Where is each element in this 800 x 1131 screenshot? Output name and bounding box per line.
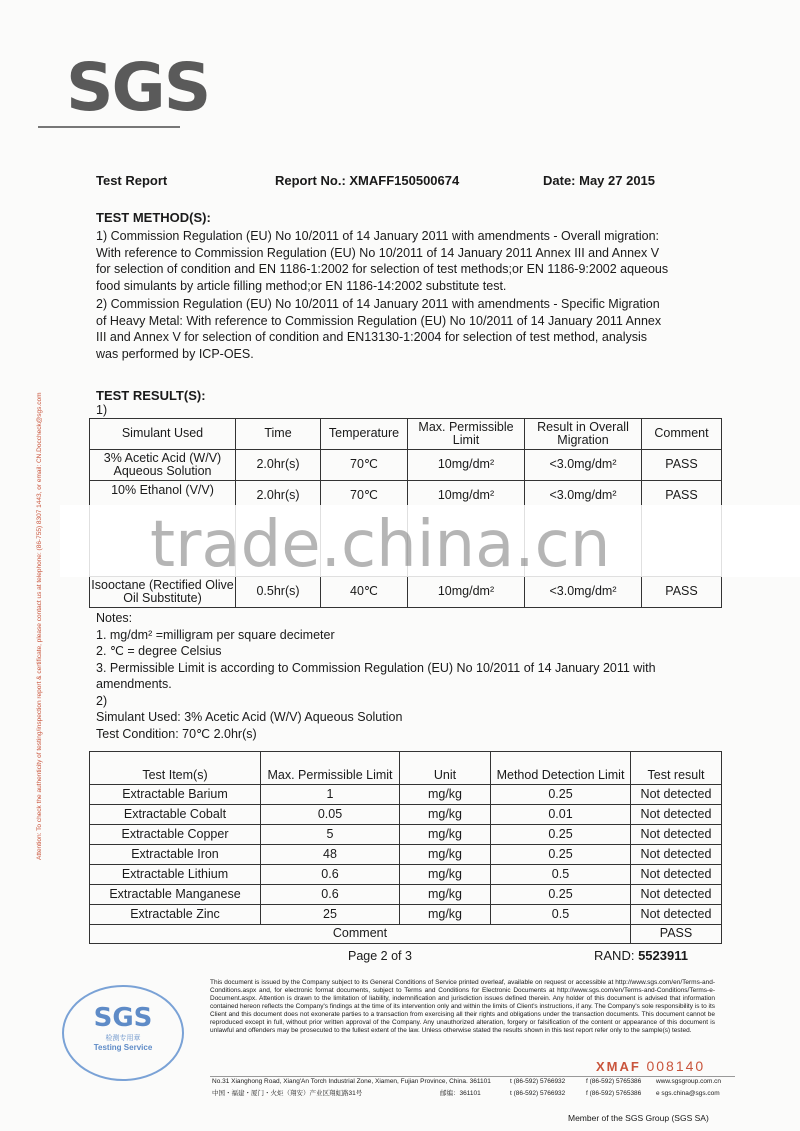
member-note: Member of the SGS Group (SGS SA): [568, 1113, 709, 1123]
cell: 5: [261, 825, 400, 845]
cell: 0.5: [491, 905, 631, 925]
test-condition: Test Condition: 70℃ 2.0hr(s): [96, 726, 257, 741]
method-line: 2) Commission Regulation (EU) No 10/2011 of 14 January 2011 with amendments - Specific Migration: [96, 297, 660, 311]
method-line: food simulants by article filling method;or EN 1186-14:2002 substitute test.: [96, 278, 507, 293]
serial-number: 008140: [646, 1058, 706, 1074]
cell: <3.0mg/dm²: [525, 481, 642, 577]
page-number: Page 2 of 3: [348, 949, 412, 963]
table-row: [90, 885, 722, 905]
heavy-metal-table: [89, 751, 722, 944]
methods-title: TEST METHOD(S):: [96, 210, 211, 225]
note-line: 3. Permissible Limit is according to Commission Regulation (EU) No 10/2011 of 14 January 2011 with: [96, 660, 656, 675]
col-header: Result in Overall Migration: [525, 419, 642, 450]
cell: 10mg/dm²: [408, 577, 525, 608]
website: www.sgsgroup.com.cn: [656, 1078, 722, 1085]
tel-1: t (86-592) 5766932: [510, 1078, 566, 1085]
cell: 40℃: [321, 577, 408, 608]
serial: [596, 1058, 705, 1074]
note-line: 1. mg/dm² =milligram per square decimeter: [96, 627, 335, 642]
cell: 3% Acetic Acid (W/V) Aqueous Solution: [90, 450, 236, 481]
col-header: Unit: [400, 752, 491, 785]
comment-label: Comment: [90, 925, 631, 944]
cell: Extractable Copper: [90, 825, 261, 845]
address-cn: 中国・福建・厦门・火炬（翔安）产业区翔虹路31号: [212, 1090, 363, 1097]
authenticity-note: Attention: To check the authenticity of testing/inspection report & certificate, please contact us at telephone: (86-755) 8307 1443, or email: CN.Doccheck@sgs.com: [36, 392, 43, 860]
results-title: TEST RESULT(S):: [96, 388, 206, 403]
methods-text: [96, 228, 736, 362]
cell: 70℃: [321, 481, 408, 577]
fax-1: f (86-592) 5765386: [586, 1078, 642, 1085]
seal-cn: 检测专用章: [105, 1035, 141, 1042]
sgs-logo: SGS: [66, 49, 210, 126]
method-line: 1) Commission Regulation (EU) No 10/2011 of 14 January 2011 with amendments - Overall migration:: [96, 229, 659, 243]
comment-row: [90, 925, 722, 944]
comment-value: PASS: [631, 925, 722, 944]
cell: 2.0hr(s): [236, 481, 321, 577]
cell: Extractable Cobalt: [90, 805, 261, 825]
cell: Extractable Manganese: [90, 885, 261, 905]
cell: Not detected: [631, 885, 722, 905]
cell: Extractable Barium: [90, 785, 261, 805]
cell: 48: [261, 845, 400, 865]
fax-2: f (86-592) 5765386: [586, 1090, 642, 1097]
cell: 0.25: [491, 885, 631, 905]
cell: 0.5hr(s): [236, 577, 321, 608]
cell: 10mg/dm²: [408, 450, 525, 481]
email: e sgs.china@sgs.com: [656, 1090, 720, 1097]
note-line: amendments.: [96, 677, 172, 691]
cell: mg/kg: [400, 825, 491, 845]
table-header-row: [90, 419, 722, 450]
cell: Not detected: [631, 865, 722, 885]
postcode: 邮编：361101: [440, 1090, 481, 1097]
col-header: Time: [236, 419, 321, 450]
address-en: No.31 Xianghong Road, Xiang'An Torch Industrial Zone, Xiamen, Fujian Province, China. 361101: [212, 1078, 491, 1085]
cell: 0.05: [261, 805, 400, 825]
rand: [594, 948, 688, 965]
cell: Isooctane (Rectified Olive Oil Substitute): [90, 577, 236, 608]
table-row: [90, 785, 722, 805]
table-header-row: [90, 752, 722, 785]
cell: <3.0mg/dm²: [525, 577, 642, 608]
cell: 0.01: [491, 805, 631, 825]
method-line: was performed by ICP-OES.: [96, 346, 254, 361]
cell: 25: [261, 905, 400, 925]
cell: mg/kg: [400, 805, 491, 825]
table-row: [90, 825, 722, 845]
seal-logo: SGS: [93, 1003, 153, 1033]
watermark: trade.china.cn: [150, 508, 611, 582]
col-header: Test result: [631, 752, 722, 785]
cell: 10% Ethanol (V/V): [90, 481, 236, 577]
tel-2: t (86-592) 5766932: [510, 1090, 566, 1097]
cell: Extractable Iron: [90, 845, 261, 865]
simulant-used: Simulant Used: 3% Acetic Acid (W/V) Aqueous Solution: [96, 710, 403, 724]
note-line: 2. ℃ = degree Celsius: [96, 644, 222, 658]
part1-label: 1): [96, 403, 108, 417]
logo-underline: [38, 126, 180, 128]
cell: 0.5: [491, 865, 631, 885]
report-title: Test Report: [96, 173, 168, 188]
method-line: for selection of condition and EN 1186-1:2002 for selection of test methods;or EN 1186-9:2002 aqueous: [96, 262, 669, 276]
serial-prefix: XMAF: [596, 1059, 641, 1074]
part2-label: 2): [96, 693, 108, 708]
cell: 0.25: [491, 785, 631, 805]
cell: 1: [261, 785, 400, 805]
cell: mg/kg: [400, 905, 491, 925]
col-header: Comment: [642, 419, 722, 450]
sgs-seal: [62, 985, 184, 1081]
cell: 0.25: [491, 845, 631, 865]
cell: 70℃: [321, 450, 408, 481]
cell: <3.0mg/dm²: [525, 450, 642, 481]
cell: PASS: [642, 450, 722, 481]
note-line: Notes:: [96, 611, 133, 625]
method-line: III and Annex V for selection of condition and EN13130-1:2004 for selection of test method, analysis: [96, 330, 648, 344]
cell: mg/kg: [400, 865, 491, 885]
table-row: [90, 805, 722, 825]
cell: 0.25: [491, 825, 631, 845]
report-date: Date: May 27 2015: [543, 173, 656, 188]
cell: mg/kg: [400, 845, 491, 865]
col-header: Temperature: [321, 419, 408, 450]
cell: mg/kg: [400, 885, 491, 905]
cell: 10mg/dm²: [408, 481, 525, 577]
cell: 0.6: [261, 885, 400, 905]
col-header: Max. Permissible Limit: [408, 419, 525, 450]
table-row: [90, 865, 722, 885]
cell: Not detected: [631, 825, 722, 845]
cell: Extractable Zinc: [90, 905, 261, 925]
notes: [96, 610, 736, 742]
col-header: Test Item(s): [90, 752, 261, 785]
cell: PASS: [642, 577, 722, 608]
cell: 0.6: [261, 865, 400, 885]
cell: Not detected: [631, 905, 722, 925]
col-header: Max. Permissible Limit: [261, 752, 400, 785]
cell: mg/kg: [400, 785, 491, 805]
cell: Extractable Lithium: [90, 865, 261, 885]
report-number: Report No.: XMAFF150500674: [275, 173, 460, 188]
table-row: [90, 450, 722, 481]
method-line: of Heavy Metal: With reference to Commission Regulation (EU) No 10/2011 of 14 January 2011 Annex: [96, 313, 662, 328]
footer-divider: [210, 1076, 735, 1077]
seal-en: Testing Service: [93, 1043, 153, 1052]
table-row: [90, 905, 722, 925]
col-header: Simulant Used: [90, 419, 236, 450]
cell: Not detected: [631, 785, 722, 805]
cell: 2.0hr(s): [236, 450, 321, 481]
cell: Not detected: [631, 845, 722, 865]
method-line: With reference to Commission Regulation (EU) No 10/2011 of 14 January 2011 Annex III and Annex V: [96, 245, 660, 260]
table-row: [90, 845, 722, 865]
cell: PASS: [642, 481, 722, 577]
cell: Not detected: [631, 805, 722, 825]
col-header: Method Detection Limit: [491, 752, 631, 785]
rand-label: RAND:: [594, 948, 635, 963]
rand-number: 5523911: [638, 948, 688, 963]
disclaimer: This document is issued by the Company subject to its General Conditions of Service printed overleaf, available on request or accessible at http://www.sgs.com/en/Terms-and-Conditions.aspx and, for electronic format documents, subject to Terms and Conditions for Electronic Documents at http://www.sgs.com/en/Terms-and-Conditions/Terms-e-Document.aspx. Attention is drawn to the limitation of liability, indemnification and jurisdiction issues defined therein. Any holder of this document is advised that information contained hereon reflects the Company's findings at the time of its intervention only and within the limits of Client's instructions, if any. The Company's sole responsibility is to its Client and this document does not exonerate parties to a transaction from exercising all their rights and obligations under the transaction documents. This document cannot be reproduced except in full, without prior written approval of the Company. Any unauthorized alteration, forgery or falsification of the content or appearance of this document is unlawful and offenders may be prosecuted to the fullest extent of the law. Unless otherwise stated the results shown in this test report refer only to the sample(s) tested.: [210, 979, 715, 1034]
